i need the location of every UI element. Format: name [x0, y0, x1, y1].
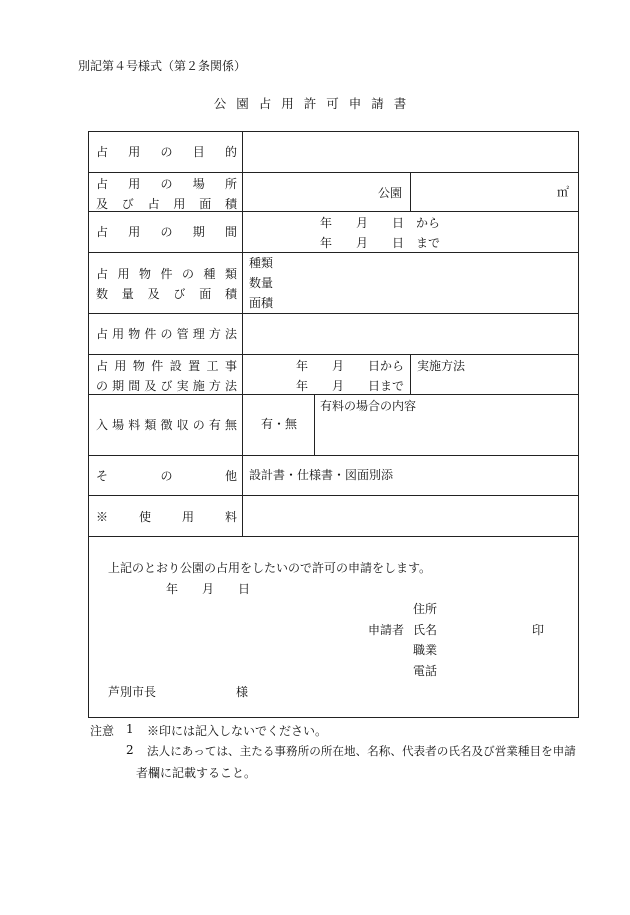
objects-label-line1: 占用物件の種類 — [96, 267, 237, 281]
notes-heading: 注意 — [90, 724, 115, 738]
place-label — [96, 174, 237, 214]
management-label: 占用物件の管理方法 — [96, 327, 237, 341]
application-date[interactable]: 年 月 日 — [166, 582, 251, 596]
period-from[interactable]: 年 月 日 から — [320, 216, 441, 230]
purpose-label: 占用の目的 — [96, 145, 237, 159]
place-label-line1: 占用の場所 — [96, 177, 237, 191]
construction-from[interactable]: 年 月 日から — [296, 359, 405, 373]
page-title: 公園占用許可申請書 — [213, 96, 417, 111]
column-divider — [242, 131, 243, 536]
other-value: 設計書・仕様書・図面別添 — [249, 468, 394, 482]
row-divider — [88, 495, 579, 496]
admission-label: 入場料類徴収の有無 — [96, 418, 237, 432]
note-1-number: 1 — [126, 722, 134, 736]
note-1-text: ※印には記入しないでください。 — [147, 724, 328, 738]
column-divider — [314, 394, 315, 455]
address-label: 住所 — [413, 602, 438, 616]
note-2-text-line2: 者欄に記載すること。 — [136, 766, 257, 780]
area-field[interactable] — [412, 173, 577, 210]
fee-label: ※使用料 — [96, 510, 237, 524]
period-to[interactable]: 年 月 日 まで — [320, 236, 441, 250]
form-number: 別記第４号様式（第２条関係） — [78, 59, 247, 73]
column-divider — [410, 354, 411, 394]
fee-field — [244, 497, 577, 535]
row-divider — [88, 313, 579, 314]
object-area-field[interactable]: 面積 — [249, 296, 274, 310]
period-label: 占用の期間 — [96, 225, 237, 239]
object-type-field[interactable]: 種類 — [249, 256, 274, 270]
construction-to[interactable]: 年 月 日まで — [296, 379, 405, 393]
row-divider — [88, 354, 579, 355]
paid-content-field[interactable]: 有料の場合の内容 — [320, 399, 417, 413]
honorific: 様 — [236, 685, 249, 699]
area-unit: ㎡ — [557, 185, 570, 199]
row-divider — [88, 536, 579, 537]
object-quantity-field[interactable]: 数量 — [249, 276, 274, 290]
construction-label-line2: の期間及び実施方法 — [96, 379, 237, 393]
note-2-number: 2 — [126, 743, 134, 757]
phone-label: 電話 — [413, 664, 438, 678]
construction-label-line1: 占用物件設置工事 — [96, 359, 237, 373]
construction-label — [96, 356, 237, 396]
note-2-text-line1: 法人にあっては、主たる事務所の所在地、名称、代表者の氏名及び営業種目を申請 — [147, 744, 576, 758]
place-label-line2: 及び占用面積 — [96, 197, 237, 211]
name-label: 氏名 — [413, 623, 438, 637]
applicant-label: 申請者 — [368, 623, 405, 637]
column-divider — [410, 172, 411, 211]
seal-mark: 印 — [532, 623, 545, 637]
objects-label-line2: 数量及び面積 — [96, 287, 237, 301]
construction-method-field[interactable]: 実施方法 — [417, 359, 466, 373]
row-divider — [88, 252, 579, 253]
declaration-statement: 上記のとおり公園の占用をしたいので許可の申請をします。 — [108, 561, 432, 575]
row-divider — [88, 455, 579, 456]
admission-choice[interactable]: 有・無 — [261, 417, 298, 431]
park-suffix: 公園 — [378, 186, 403, 200]
addressee: 芦別市長 — [108, 685, 157, 699]
occupation-label: 職業 — [413, 643, 438, 657]
other-label: その他 — [96, 469, 237, 483]
management-field[interactable] — [244, 315, 577, 353]
purpose-field[interactable] — [244, 133, 577, 171]
objects-label — [96, 264, 237, 304]
